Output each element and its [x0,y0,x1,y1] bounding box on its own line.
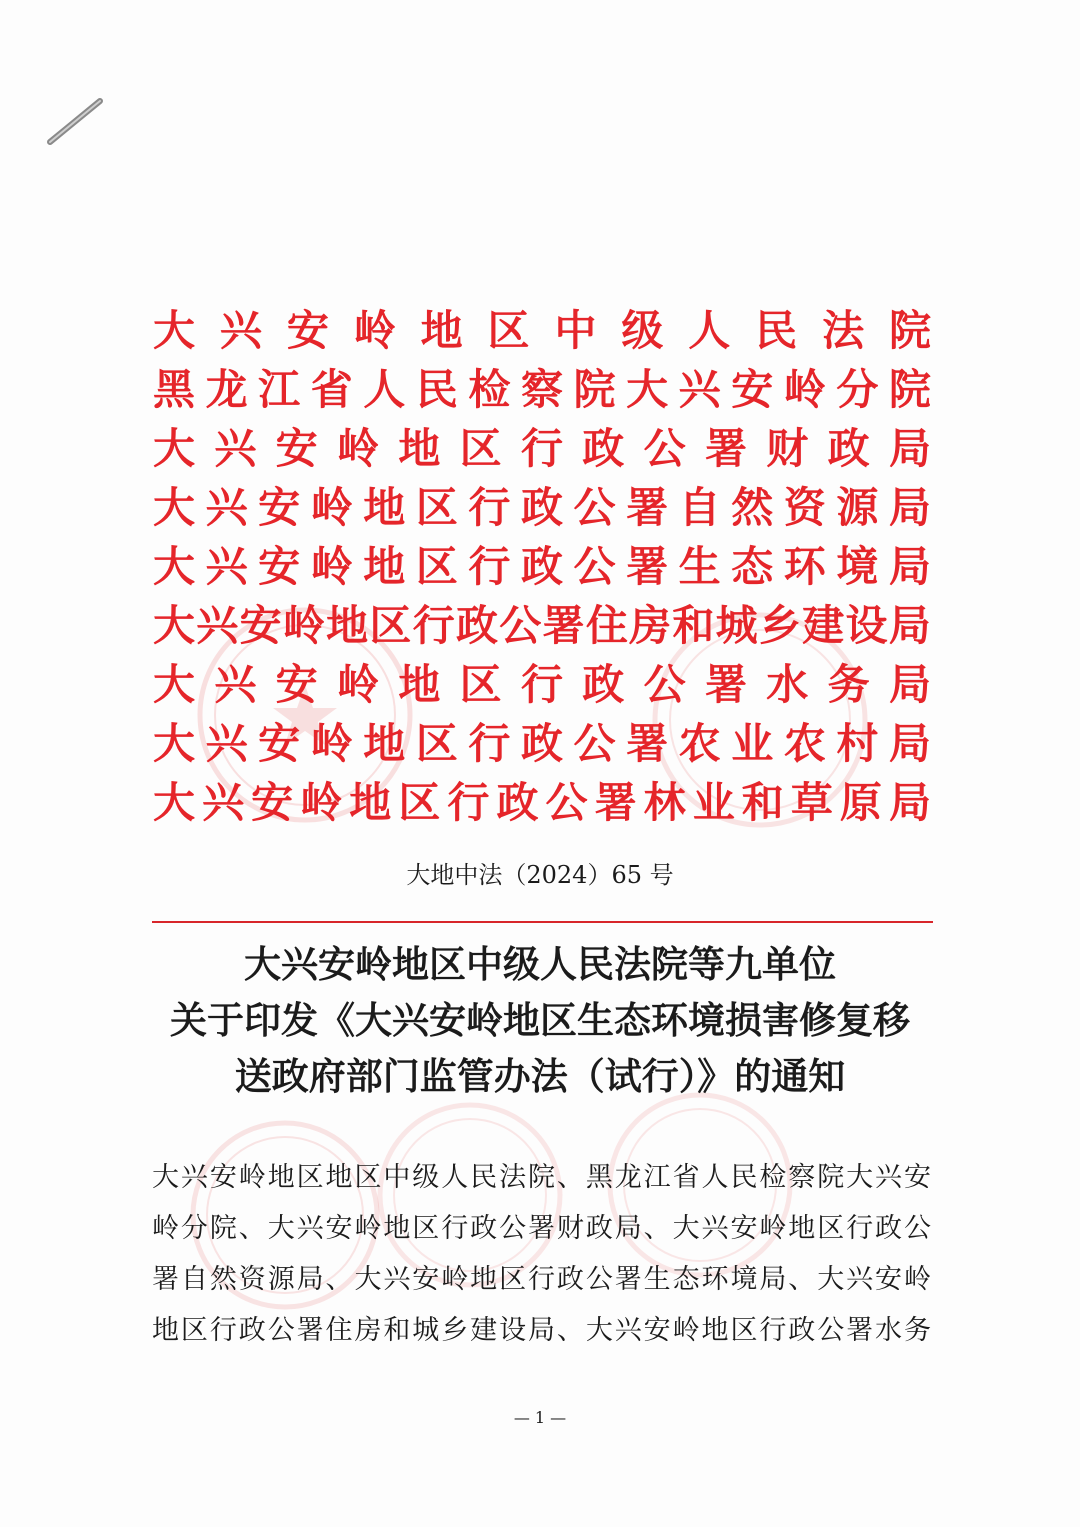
glyph: 生 [643,1264,671,1295]
glyph: 大 [672,1213,700,1244]
glyph: 局 [888,424,931,473]
glyph: 住 [585,601,628,650]
glyph: 安 [875,1264,903,1295]
title-line: 送政府部门监管办法（试行）》的通知 [234,1055,846,1098]
glyph: 区 [398,778,441,827]
glyph: 分 [180,1213,208,1244]
glyph: 岭 [903,1264,931,1295]
glyph: 地 [398,424,441,473]
glyph: 公 [545,778,588,827]
glyph: 安 [251,778,294,827]
glyph: 行 [759,1315,787,1346]
glyph: 环 [783,542,826,591]
glyph: 安 [903,1162,931,1193]
glyph: 态 [731,542,774,591]
glyph: 区 [730,1315,758,1346]
glyph: 设 [499,1315,527,1346]
glyph: 岭 [759,1213,787,1244]
glyph: 岭 [441,1264,469,1295]
glyph: 察 [520,365,563,414]
glyph: 大 [153,542,196,591]
glyph: 公 [573,719,616,768]
glyph: 政 [496,778,539,827]
glyph: 安 [325,1213,353,1244]
glyph: 署 [542,601,585,650]
glyph: 公 [903,1213,931,1244]
glyph: 设 [845,601,888,650]
glyph: 检 [759,1162,787,1193]
glyph: 、 [556,1315,584,1346]
glyph: 地 [363,719,406,768]
glyph: 政 [520,542,563,591]
agency-name [153,478,931,537]
glyph: 院 [573,365,616,414]
glyph: 安 [412,1264,440,1295]
glyph: 区 [412,1213,440,1244]
glyph: 局 [888,660,931,709]
agency-name [153,537,931,596]
glyph: 民 [730,1162,758,1193]
glyph: 政 [455,601,498,650]
glyph: 境 [730,1264,758,1295]
glyph: 政 [875,1213,903,1244]
glyph: 区 [459,424,502,473]
glyph: 署 [704,424,747,473]
glyph: 级 [621,306,664,355]
document-number: 大地中法（2024）65 号 [406,861,674,889]
glyph: 兴 [205,719,248,768]
glyph: 然 [209,1264,237,1295]
glyph: 大 [585,1315,613,1346]
glyph: 安 [209,1162,237,1193]
glyph: 公 [817,1315,845,1346]
glyph: 兴 [383,1264,411,1295]
glyph: 业 [692,778,735,827]
glyph: 行 [209,1315,237,1346]
glyph: 岭 [353,306,396,355]
glyph: 法 [499,1162,527,1193]
glyph: 中 [383,1162,411,1193]
glyph: 村 [836,719,879,768]
glyph: 自 [180,1264,208,1295]
glyph: 公 [573,542,616,591]
glyph: 公 [585,1264,613,1295]
glyph: 源 [267,1264,295,1295]
glyph: 署 [296,1315,324,1346]
glyph: 区 [459,660,502,709]
glyph: 草 [790,778,833,827]
glyph: 岭 [282,601,325,650]
glyph: 署 [594,778,637,827]
glyph: 院 [888,306,931,355]
glyph: 署 [626,542,669,591]
glyph: 大 [153,719,196,768]
agency-name [153,655,931,714]
glyph: 兴 [678,365,721,414]
glyph: 岭 [310,719,353,768]
glyph: 大 [626,365,669,414]
glyph: 区 [499,1264,527,1295]
glyph: 区 [296,1162,324,1193]
glyph: 大 [846,1162,874,1193]
glyph: 乡 [758,601,801,650]
glyph: 行 [520,424,563,473]
glyph: 安 [258,719,301,768]
glyph: 政 [788,1315,816,1346]
glyph: 境 [836,542,879,591]
glyph: 兴 [875,1162,903,1193]
glyph: 地 [349,778,392,827]
glyph: 源 [836,483,879,532]
glyph: 局 [888,483,931,532]
glyph: 地 [326,601,369,650]
glyph: 岭 [672,1315,700,1346]
glyph: 地 [363,542,406,591]
glyph: 政 [520,719,563,768]
glyph: 岭 [152,1213,179,1244]
glyph: 院 [527,1162,555,1193]
glyph: 政 [520,483,563,532]
agency-name [153,360,931,419]
glyph: 署 [626,719,669,768]
glyph: 民 [470,1162,498,1193]
agency-name [153,773,931,832]
issuing-agencies-header [153,301,931,832]
glyph: 公 [643,424,686,473]
glyph: 区 [415,542,458,591]
glyph: 兴 [846,1264,874,1295]
glyph: 、 [238,1213,266,1244]
glyph: 政 [470,1213,498,1244]
glyph: 岭 [238,1162,266,1193]
glyph: 龙 [614,1162,642,1193]
addressee-paragraph [152,1152,931,1356]
glyph: 院 [888,365,931,414]
glyph: 区 [369,601,412,650]
glyph: 院 [817,1162,845,1193]
glyph: 大 [153,778,196,827]
glyph: 业 [731,719,774,768]
glyph: 区 [354,1162,382,1193]
glyph: 原 [839,778,882,827]
glyph: 岭 [354,1213,382,1244]
glyph: 区 [415,719,458,768]
glyph: 局 [888,542,931,591]
agency-name [153,714,931,773]
glyph: 分 [836,365,879,414]
glyph: 兴 [614,1315,642,1346]
glyph: 兴 [180,1162,208,1193]
glyph: 住 [325,1315,353,1346]
glyph: 龙 [205,365,248,414]
glyph: 安 [643,1315,671,1346]
glyph: 大 [153,483,196,532]
glyph: 农 [678,719,721,768]
glyph: 安 [730,1213,758,1244]
glyph: 江 [258,365,301,414]
document-title [140,937,940,1105]
glyph: 公 [267,1315,295,1346]
glyph: 中 [554,306,597,355]
glyph: 局 [527,1315,555,1346]
glyph: 行 [468,542,511,591]
title-line: 关于印发《大兴安岭地区生态环境损害修复移 [170,999,910,1042]
glyph: 地 [470,1264,498,1295]
glyph: 署 [626,483,669,532]
glyph: 安 [275,424,318,473]
glyph: 城 [715,601,758,650]
glyph: 地 [420,306,463,355]
glyph: 安 [731,365,774,414]
glyph: 和 [672,601,715,650]
staple-icon [40,92,110,152]
agency-name [153,419,931,478]
glyph: 兴 [214,660,257,709]
glyph: 岭 [310,483,353,532]
glyph: 水 [875,1315,903,1346]
glyph: 兴 [202,778,245,827]
glyph: 局 [614,1213,642,1244]
glyph: 省 [672,1162,700,1193]
glyph: 兴 [701,1213,729,1244]
glyph: 态 [672,1264,700,1295]
glyph: 建 [802,601,845,650]
glyph: 房 [629,601,672,650]
glyph: 地 [383,1213,411,1244]
glyph: 地 [788,1213,816,1244]
glyph: 院 [209,1213,237,1244]
glyph: 公 [499,601,542,650]
glyph: 地 [398,660,441,709]
glyph: 大 [267,1213,295,1244]
glyph: 人 [441,1162,469,1193]
glyph: 地 [267,1162,295,1193]
body-line [152,1254,931,1305]
glyph: 兴 [219,306,262,355]
glyph: 署 [614,1264,642,1295]
glyph: 人 [363,365,406,414]
glyph: 资 [783,483,826,532]
red-divider-rule [152,921,933,923]
glyph: 署 [152,1264,179,1295]
glyph: 政 [585,1213,613,1244]
glyph: 安 [258,542,301,591]
glyph: 区 [487,306,530,355]
glyph: 林 [643,778,686,827]
glyph: 公 [499,1213,527,1244]
agency-name [153,301,931,360]
glyph: 政 [582,424,625,473]
glyph: 地 [325,1162,353,1193]
glyph: 然 [731,483,774,532]
glyph: 城 [412,1315,440,1346]
glyph: 黑 [585,1162,613,1193]
glyph: 大 [153,660,196,709]
glyph: 乡 [441,1315,469,1346]
glyph: 署 [527,1213,555,1244]
glyph: 务 [827,660,870,709]
glyph: 人 [688,306,731,355]
glyph: 察 [788,1162,816,1193]
glyph: 行 [846,1213,874,1244]
glyph: 岭 [310,542,353,591]
glyph: 区 [180,1315,208,1346]
glyph: 行 [468,719,511,768]
glyph: 建 [470,1315,498,1346]
glyph: 安 [286,306,329,355]
glyph: 房 [354,1315,382,1346]
glyph: 区 [415,483,458,532]
glyph: 政 [238,1315,266,1346]
glyph: 地 [701,1315,729,1346]
glyph: 岭 [336,660,379,709]
glyph: 地 [363,483,406,532]
glyph: 行 [527,1264,555,1295]
glyph: 大 [153,306,196,355]
glyph: 公 [643,660,686,709]
glyph: 财 [766,424,809,473]
body-line [152,1152,931,1203]
glyph: 、 [788,1264,816,1295]
glyph: 公 [573,483,616,532]
glyph: 岭 [336,424,379,473]
page-number: — 1 — [513,1408,567,1427]
glyph: 行 [441,1213,469,1244]
glyph: 兴 [296,1213,324,1244]
glyph: 兴 [205,542,248,591]
glyph: 大 [152,1162,179,1193]
glyph: 岭 [783,365,826,414]
glyph: 局 [888,601,931,650]
glyph: 黑 [153,365,196,414]
glyph: 生 [678,542,721,591]
glyph: 人 [701,1162,729,1193]
glyph: 水 [766,660,809,709]
glyph: 省 [310,365,353,414]
glyph: 、 [643,1213,671,1244]
title-line: 大兴安岭地区中级人民法院等九单位 [244,943,836,986]
glyph: 、 [556,1162,584,1193]
glyph: 和 [741,778,784,827]
glyph: 局 [759,1264,787,1295]
glyph: 行 [468,483,511,532]
glyph: 民 [755,306,798,355]
glyph: 安 [239,601,282,650]
glyph: 安 [258,483,301,532]
glyph: 安 [275,660,318,709]
glyph: 财 [556,1213,584,1244]
glyph: 行 [412,601,455,650]
body-line [152,1305,931,1356]
glyph: 区 [817,1213,845,1244]
glyph: 局 [888,719,931,768]
glyph: 行 [520,660,563,709]
glyph: 民 [415,365,458,414]
glyph: 检 [468,365,511,414]
glyph: 行 [447,778,490,827]
glyph: 兴 [196,601,239,650]
glyph: 岭 [300,778,343,827]
glyph: 政 [582,660,625,709]
glyph: 大 [354,1264,382,1295]
glyph: 、 [325,1264,353,1295]
glyph: 务 [903,1315,931,1346]
glyph: 大 [153,601,196,650]
glyph: 局 [888,778,931,827]
glyph: 署 [704,660,747,709]
glyph: 政 [827,424,870,473]
glyph: 署 [846,1315,874,1346]
glyph: 局 [296,1264,324,1295]
glyph: 和 [383,1315,411,1346]
glyph: 自 [678,483,721,532]
body-line [152,1203,931,1254]
glyph: 大 [153,424,196,473]
glyph: 兴 [214,424,257,473]
glyph: 政 [556,1264,584,1295]
glyph: 地 [152,1315,179,1346]
glyph: 江 [643,1162,671,1193]
glyph: 农 [783,719,826,768]
glyph: 资 [238,1264,266,1295]
glyph: 法 [822,306,865,355]
glyph: 级 [412,1162,440,1193]
glyph: 环 [701,1264,729,1295]
agency-name [153,596,931,655]
glyph: 兴 [205,483,248,532]
glyph: 大 [817,1264,845,1295]
